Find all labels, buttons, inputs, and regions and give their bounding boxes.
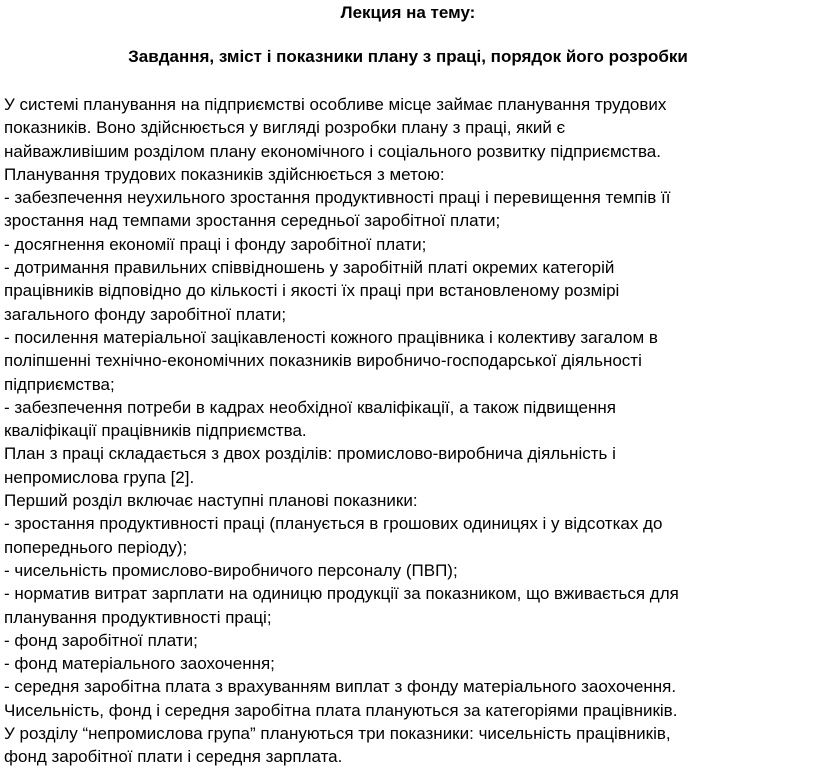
- body-line: фонд заробітної плати і середня зарплата.: [4, 747, 343, 767]
- body-line: - досягнення економії праці і фонду заробітної плати;: [4, 234, 427, 254]
- body-line: попереднього періоду);: [4, 537, 188, 557]
- lecture-title: Лекция на тему:: [340, 3, 476, 22]
- body-line: У розділу “непромислова група” плануються три показники: чисельність працівників,: [4, 724, 671, 744]
- body-line: - норматив витрат зарплати на одиницю продукції за показником, що вживається для: [4, 584, 679, 604]
- body-line: - дотримання правильних співвідношень у заробітній платі окремих категорій: [4, 258, 615, 278]
- body-line: - фонд матеріального заохочення;: [4, 654, 275, 674]
- body-line: - забезпечення неухильного зростання продуктивності праці і перевищення темпів її: [4, 188, 671, 208]
- body-line: - забезпечення потреби в кадрах необхідної кваліфікації, а також підвищення: [4, 397, 616, 417]
- lecture-body: [4, 93, 812, 769]
- body-line: - фонд заробітної плати;: [4, 630, 198, 650]
- body-line: поліпшенні технічно-економічних показників виробничо-господарської діяльності: [4, 351, 642, 371]
- body-line: кваліфікації працівників підприємства.: [4, 421, 307, 441]
- body-line: непромислова група [2].: [4, 467, 195, 487]
- body-line: - посилення матеріальної зацікавленості кожного працівника і колективу загалом в: [4, 327, 658, 347]
- lecture-subtitle: Завдання, зміст і показники плану з праці, порядок його розробки: [128, 47, 688, 66]
- body-line: зростання над темпами зростання середньої заробітної плати;: [4, 211, 501, 231]
- body-line: загального фонду заробітної плати;: [4, 304, 287, 324]
- body-line: Чисельність, фонд і середня заробітна плата плануються за категоріями працівників.: [4, 700, 678, 720]
- body-line: планування продуктивності праці;: [4, 607, 272, 627]
- body-line: У системі планування на підприємстві особливе місце займає планування трудових: [4, 95, 667, 114]
- body-line: Планування трудових показників здійснюється з метою:: [4, 164, 445, 184]
- body-line: План з праці складається з двох розділів: промислово-виробнича діяльність і: [4, 444, 616, 464]
- body-line: показників. Воно здійснюється у вигляді розробки плану з праці, який є: [4, 118, 566, 138]
- body-line: Перший розділ включає наступні планові показники:: [4, 491, 418, 511]
- body-line: працівників відповідно до кількості і якості їх праці при встановленому розмірі: [4, 281, 620, 301]
- body-line: - зростання продуктивності праці (планується в грошових одиницях і у відсотках до: [4, 514, 663, 534]
- body-line: найважливішим розділом плану економічного і соціального розвитку підприємства.: [4, 141, 661, 161]
- body-line: підприємства;: [4, 374, 115, 394]
- body-line: - середня заробітна плата з врахуванням виплат з фонду матеріального заохочення.: [4, 677, 677, 697]
- body-line: - чисельність промислово-виробничого персоналу (ПВП);: [4, 560, 458, 580]
